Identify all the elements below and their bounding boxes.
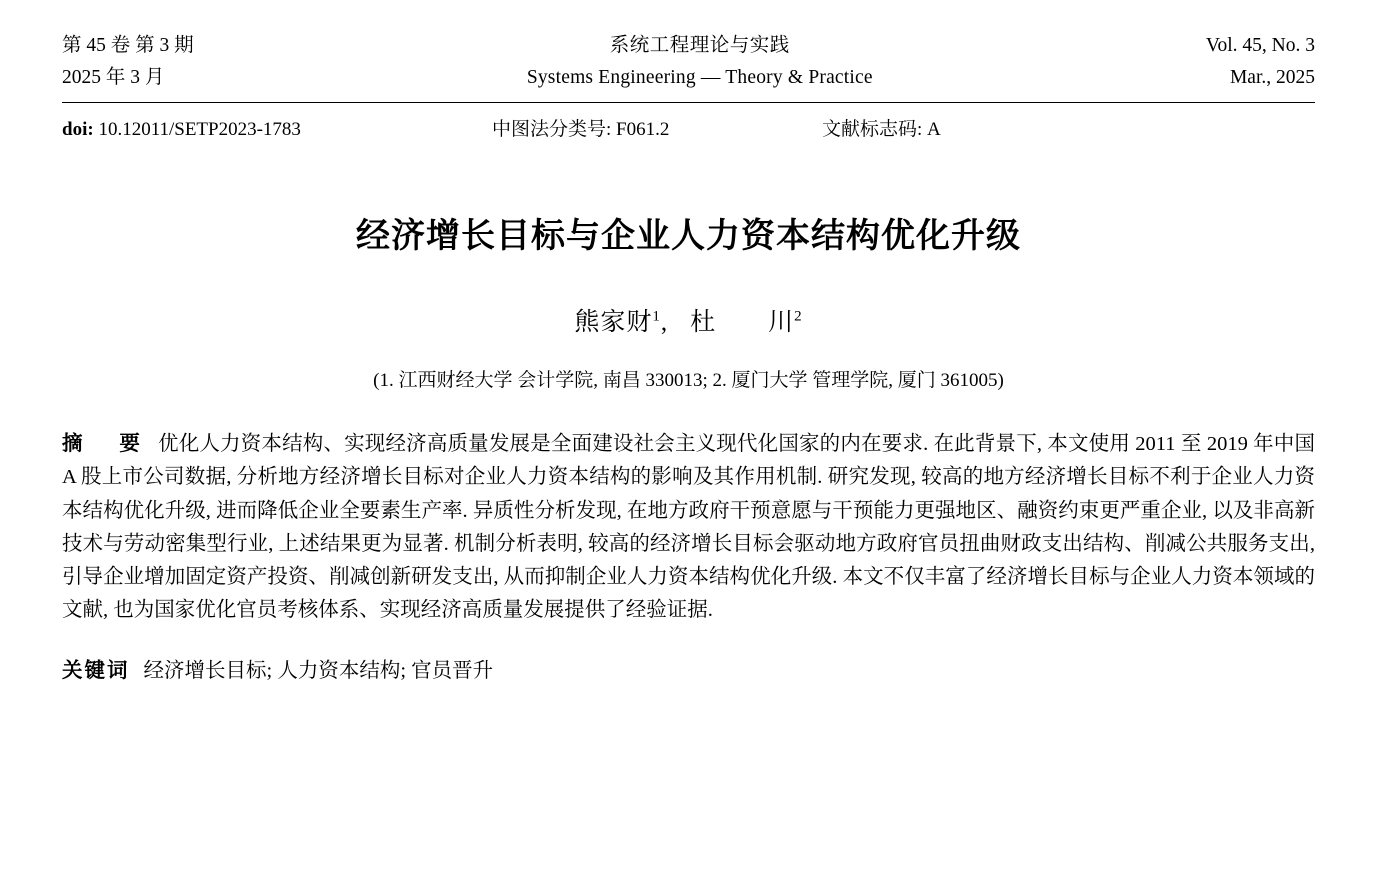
doi-value[interactable]: 10.12011/SETP2023-1783: [98, 119, 301, 141]
author-list: [62, 302, 1315, 338]
doi-label: doi:: [62, 119, 94, 141]
running-head: [62, 0, 1315, 93]
keywords-text: 经济增长目标; 人力资本结构; 官员晋升: [143, 660, 494, 683]
journal-title-en: Systems Engineering — Theory & Practice: [526, 66, 873, 88]
date-cn: 2025 年 3 月: [62, 66, 165, 88]
page-title: 经济增长目标与企业人力资本结构优化升级: [356, 216, 1021, 257]
author-name-1: 熊家财: [574, 309, 653, 337]
document-code-value: A: [927, 119, 941, 141]
document-code-label: 文献标志码:: [822, 119, 923, 141]
author-separator: ,: [660, 309, 669, 337]
doi-block: [62, 119, 492, 141]
volume-issue-cn: 第 45 卷 第 3 期: [62, 35, 194, 56]
author-affiliation-marker-2: 2: [794, 308, 803, 325]
abstract-label: 摘 要: [62, 433, 149, 456]
running-head-left: [62, 30, 194, 93]
date-en: Mar., 2025: [1229, 66, 1315, 88]
journal-title-cn: 系统工程理论与实践: [609, 35, 790, 56]
author-name-2: 杜 川: [690, 309, 795, 337]
keywords-label: 关键词: [62, 660, 130, 683]
abstract-text: 优化人力资本结构、实现经济高质量发展是全面建设社会主义现代化国家的内在要求. 在此背景下, 本文使用 2011 至 2019 年中国 A 股上市公司数据, 分析地方经济增长目标对企业人力资本结构的影响及其作用机制. 研究发现, 较高的地方经济增长目标不利于企业人力资本结构优化升级, 进而降低企业全要素生产率. 异质性分析发现, 在地方政府干预意愿与干预能力更强地区、融资约束更严重企业, 以及非高新技术与劳动密集型行业, 上述结果更为显著. 机制分析表明, 较高的经济增长目标会驱动地方政府官员扭曲财政支出结构、削减公共服务支出, 引导企业增加固定资产投资、削减创新研发支出, 从而抑制企业人力资本结构优化升级. 本文不仅丰富了经济增长目标与企业人力资本领域的文献, 也为国家优化官员考核体系、实现经济高质量发展提供了经验证据.: [62, 433, 1315, 622]
clc-value: F061.2: [616, 119, 670, 141]
author-affiliation-marker-1: 1: [652, 308, 661, 325]
volume-issue-en: Vol. 45, No. 3: [1205, 35, 1315, 56]
clc-block: [492, 114, 822, 141]
abstract-section: [62, 428, 1315, 627]
document-code-block: [822, 114, 1315, 141]
keywords-section: [62, 655, 1315, 688]
clc-label: 中图法分类号:: [492, 119, 612, 141]
affiliation-line: (1. 江西财经大学 会计学院, 南昌 330013; 2. 厦门大学 管理学院, 厦门 361005): [373, 370, 1004, 392]
running-head-right: [1206, 30, 1315, 93]
running-head-center: [194, 30, 1206, 93]
metadata-line: [62, 103, 1315, 141]
